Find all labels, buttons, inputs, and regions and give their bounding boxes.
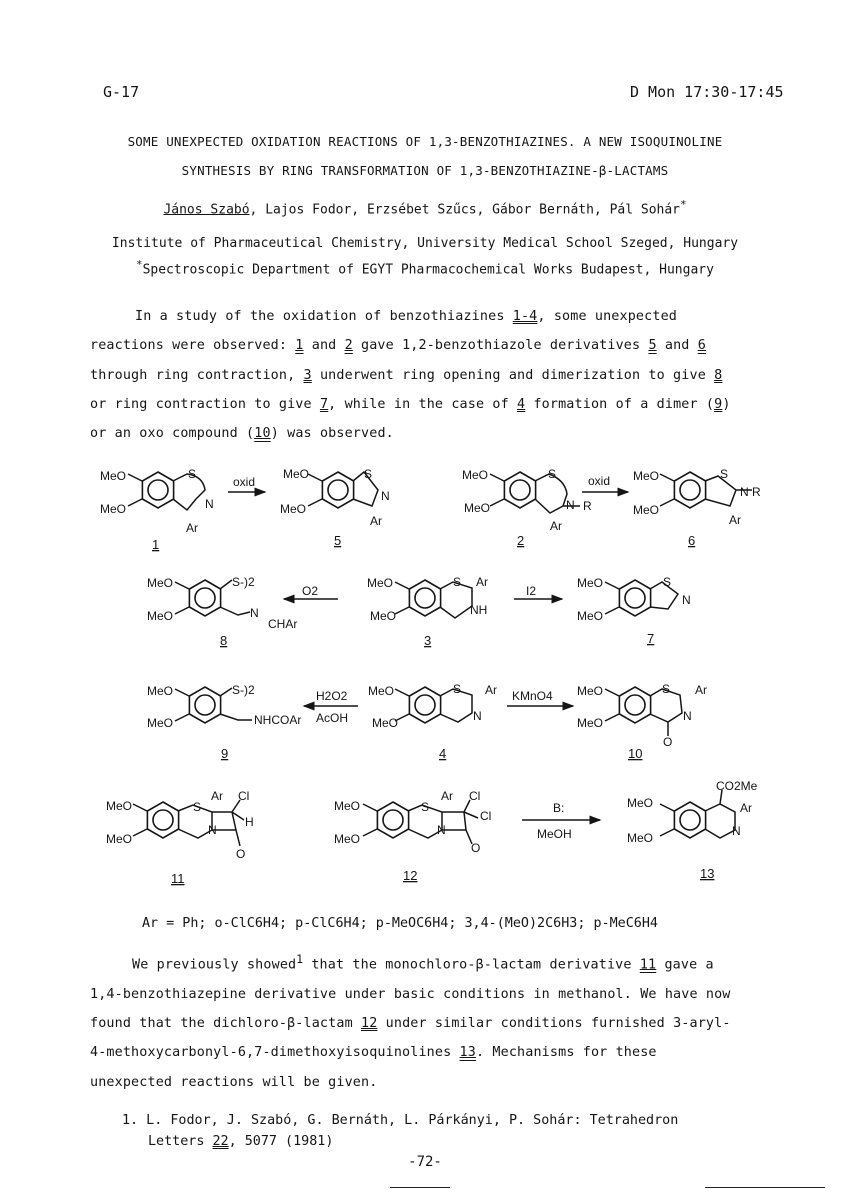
svg-text:H2O2: H2O2 xyxy=(316,689,348,703)
svg-text:MeO: MeO xyxy=(367,576,394,590)
svg-text:2: 2 xyxy=(517,533,525,548)
svg-text:12: 12 xyxy=(403,868,418,883)
svg-text:N: N xyxy=(250,606,259,620)
svg-text:MeO: MeO xyxy=(464,501,491,515)
svg-text:N: N xyxy=(205,497,214,511)
svg-text:S: S xyxy=(188,467,197,481)
session-code: G-17 xyxy=(103,83,140,101)
svg-text:AcOH: AcOH xyxy=(316,711,349,725)
reference-1: 1. L. Fodor, J. Szabó, G. Bernáth, L. Párkányi, P. Sohár: Tetrahedron Letters 22, 5077 (1981) xyxy=(122,1113,679,1149)
svg-text:N: N xyxy=(682,593,691,607)
svg-text:N: N xyxy=(473,709,482,723)
coauthors: , Lajos Fodor, Erzsébet Szűcs, Gábor Bernáth, Pál Sohár xyxy=(249,202,681,218)
svg-text:S: S xyxy=(453,682,462,696)
svg-text:MeO: MeO xyxy=(633,503,660,517)
svg-text:R: R xyxy=(583,499,592,513)
svg-text:10: 10 xyxy=(628,746,643,761)
aryl-definition: Ar = Ph; o-ClC6H4; p-ClC6H4; p-MeOC6H4; 3,4-(MeO)2C6H3; p-MeC6H4 xyxy=(142,916,658,931)
svg-text:MeO: MeO xyxy=(372,716,399,730)
svg-text:N: N xyxy=(566,498,575,512)
svg-text:Cl: Cl xyxy=(480,809,492,823)
svg-text:MeO: MeO xyxy=(577,684,604,698)
svg-text:NH: NH xyxy=(470,603,488,617)
svg-text:CHAr: CHAr xyxy=(268,617,298,631)
svg-text:S: S xyxy=(720,467,729,481)
svg-text:R: R xyxy=(752,485,761,499)
svg-text:S: S xyxy=(662,682,671,696)
svg-text:S: S xyxy=(421,800,430,814)
svg-text:MeO: MeO xyxy=(577,576,604,590)
svg-text:O: O xyxy=(236,847,246,861)
svg-text:S-)2: S-)2 xyxy=(232,683,255,697)
svg-text:MeO: MeO xyxy=(627,796,654,810)
author-mark: * xyxy=(680,198,687,211)
title-line-1: SOME UNEXPECTED OXIDATION REACTIONS OF 1,3-BENZOTHIAZINES. A NEW ISOQUINOLINE xyxy=(127,134,723,149)
svg-text:Cl: Cl xyxy=(469,789,481,803)
svg-text:S: S xyxy=(193,800,202,814)
intro-paragraph: In a study of the oxidation of benzothiazines 1-4, some unexpected reactions were observed: 1 and 2 gave 1,2-benzothiazole derivatives 5 and 6 through ring contraction, 3 underwent ring opening and dimerization to give 8 or ring contraction to give 7, while in the case of 4 formation of a dimer (9) or an oxo compound (10) was observed. xyxy=(90,309,731,442)
svg-text:5: 5 xyxy=(334,533,342,548)
svg-text:O: O xyxy=(471,841,481,855)
svg-text:N: N xyxy=(381,489,390,503)
svg-text:Ar: Ar xyxy=(729,513,741,527)
svg-text:Ar: Ar xyxy=(695,683,707,697)
svg-text:H: H xyxy=(245,815,254,829)
presenting-author: János Szabó xyxy=(163,202,250,218)
affiliation-2: *Spectroscopic Department of EGYT Pharmacochemical Works Budapest, Hungary xyxy=(136,258,714,278)
svg-text:MeO: MeO xyxy=(368,684,395,698)
svg-text:N: N xyxy=(437,823,446,837)
svg-text:MeO: MeO xyxy=(577,609,604,623)
svg-text:7: 7 xyxy=(647,631,655,646)
svg-text:MeO: MeO xyxy=(334,832,361,846)
svg-text:MeO: MeO xyxy=(147,576,174,590)
svg-text:MeO: MeO xyxy=(100,469,127,483)
affiliation-mark: * xyxy=(136,258,143,271)
svg-text:oxid: oxid xyxy=(588,474,611,488)
svg-text:3: 3 xyxy=(424,633,432,648)
svg-text:oxid: oxid xyxy=(233,475,256,489)
title-line-2: SYNTHESIS BY RING TRANSFORMATION OF 1,3-BENZOTHIAZINE-β-LACTAMS xyxy=(181,163,669,178)
svg-text:N: N xyxy=(732,824,741,838)
footer-rule-left xyxy=(390,1187,450,1188)
svg-text:MeO: MeO xyxy=(370,609,397,623)
svg-text:8: 8 xyxy=(220,633,228,648)
svg-text:KMnO4: KMnO4 xyxy=(512,689,553,703)
session-time: D Mon 17:30-17:45 xyxy=(630,83,784,101)
svg-text:11: 11 xyxy=(171,871,185,886)
svg-text:N: N xyxy=(208,823,217,837)
svg-text:S-)2: S-)2 xyxy=(232,575,255,589)
svg-text:13: 13 xyxy=(700,866,715,881)
svg-text:Cl: Cl xyxy=(238,789,250,803)
svg-text:S: S xyxy=(548,467,557,481)
svg-text:N: N xyxy=(683,709,692,723)
svg-text:MeO: MeO xyxy=(100,502,127,516)
svg-text:N: N xyxy=(740,485,749,499)
svg-text:MeO: MeO xyxy=(106,832,133,846)
svg-text:Ar: Ar xyxy=(186,521,198,535)
svg-text:Ar: Ar xyxy=(550,519,562,533)
svg-text:B:: B: xyxy=(553,801,565,815)
results-paragraph: We previously showed$^1$ that the monochloro-β-lactam derivative 11 gave a 1,4-benzothiazepine derivative under basic conditions in methanol. We have now found that the dichloro-β-lactam 12 under similar conditions furnished 3-aryl- 4-methoxycarbonyl-6,7-dimethoxyisoquinolines 13. Mechanisms for these unexpected reactions will be given. xyxy=(90,953,731,1090)
svg-text:NHCOAr: NHCOAr xyxy=(254,713,302,727)
svg-text:S: S xyxy=(364,467,373,481)
svg-text:MeO: MeO xyxy=(283,467,310,481)
svg-text:MeO: MeO xyxy=(334,799,361,813)
svg-text:MeO: MeO xyxy=(633,469,660,483)
svg-text:MeOH: MeOH xyxy=(537,827,572,841)
svg-text:Ar: Ar xyxy=(476,575,488,589)
svg-text:4: 4 xyxy=(439,746,447,761)
svg-text:S: S xyxy=(453,575,462,589)
svg-text:9: 9 xyxy=(221,746,229,761)
svg-text:MeO: MeO xyxy=(147,684,174,698)
svg-text:MeO: MeO xyxy=(627,831,654,845)
svg-text:Ar: Ar xyxy=(370,514,382,528)
svg-text:Ar: Ar xyxy=(441,789,453,803)
svg-text:CO2Me: CO2Me xyxy=(716,779,758,793)
svg-text:Ar: Ar xyxy=(211,789,223,803)
svg-text:I2: I2 xyxy=(526,584,537,598)
svg-text:Ar: Ar xyxy=(740,801,752,815)
svg-text:Ar: Ar xyxy=(485,683,497,697)
svg-text:MeO: MeO xyxy=(462,468,489,482)
svg-text:O: O xyxy=(663,735,673,749)
svg-text:MeO: MeO xyxy=(147,716,174,730)
svg-text:MeO: MeO xyxy=(577,716,604,730)
svg-text:1: 1 xyxy=(152,537,160,552)
svg-text:O2: O2 xyxy=(302,584,319,598)
svg-text:6: 6 xyxy=(688,533,696,548)
svg-text:MeO: MeO xyxy=(106,799,133,813)
affiliation-1: Institute of Pharmaceutical Chemistry, University Medical School Szeged, Hungary xyxy=(111,236,739,251)
svg-text:MeO: MeO xyxy=(147,609,174,623)
page-number: -72- xyxy=(408,1154,442,1170)
svg-text:MeO: MeO xyxy=(280,502,307,516)
svg-text:S: S xyxy=(663,575,672,589)
footer-rule-right xyxy=(705,1187,825,1188)
